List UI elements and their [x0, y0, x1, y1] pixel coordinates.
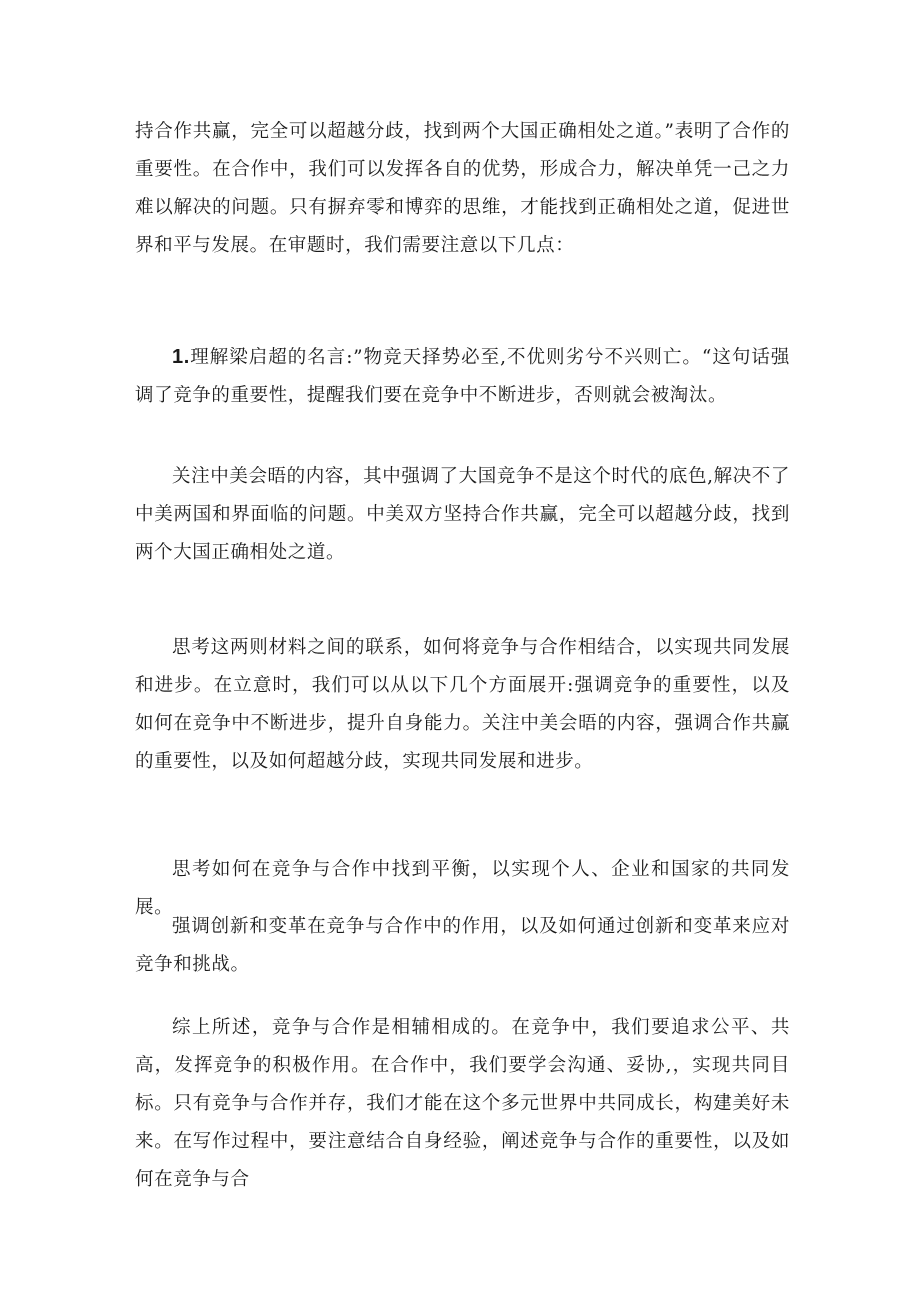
paragraph-3-block	[135, 458, 790, 572]
paragraph-2-block	[135, 338, 790, 415]
paragraph-1: 持合作共赢，完全可以超越分歧，找到两个大国正确相处之道。”表明了合作的重要性。在合作中，我们可以发挥各自的优势，形成合力，解决单凭一己之力难以解决的问题。只有摒弃零和博弈的思维，才能找到正确相处之道，促进世界和平与发展。在审题时，我们需要注意以下几点：	[135, 121, 790, 256]
paragraph-1-block	[135, 113, 790, 265]
paragraph-5: 思考如何在竞争与合作中找到平衡，以实现个人、企业和国家的共同发展。	[135, 859, 790, 918]
paragraph-2-text: 理解梁启超的名言:”物竞天择势必至,不优则劣兮不兴则亡。“这句话强调了竞争的重要性，提醒我们要在竞争中不断进步，否则就会被淘汰。	[135, 347, 790, 406]
paragraph-7: 综上所述，竞争与合作是相辅相成的。在竞争中，我们要追求公平、共高，发挥竞争的积极作用。在合作中，我们要学会沟通、妥协,，实现共同目标。只有竞争与合作并存，我们才能在这个多元世界中共同成长，构建美好未来。在写作过程中，要注意结合自身经验，阐述竞争与合作的重要性，以及如何在竞争与合	[135, 1017, 790, 1190]
paragraph-4: 思考这两则材料之间的联系，如何将竞争与合作相结合，以实现共同发展和进步。在立意时，我们可以从以下几个方面展开:强调竞争的重要性，以及如何在竞争中不断进步，提升自身能力。关注中美会晤的内容，强调合作共赢的重要性，以及如何超越分歧，实现共同发展和进步。	[135, 637, 790, 772]
list-number: 1.	[172, 346, 190, 368]
paragraph-4-block	[135, 629, 790, 781]
paragraph-2	[135, 338, 790, 415]
paragraph-6: 强调创新和变革在竞争与合作中的作用，以及如何通过创新和变革来应对竞争和挑战。	[135, 916, 790, 975]
paragraph-6-block	[135, 908, 790, 984]
paragraph-3: 关注中美会晤的内容，其中强调了大国竞争不是这个时代的底色,解决不了中美两国和界面临的问题。中美双方坚持合作共赢，完全可以超越分歧，找到两个大国正确相处之道。	[135, 466, 790, 563]
paragraph-7-block	[135, 1009, 790, 1199]
